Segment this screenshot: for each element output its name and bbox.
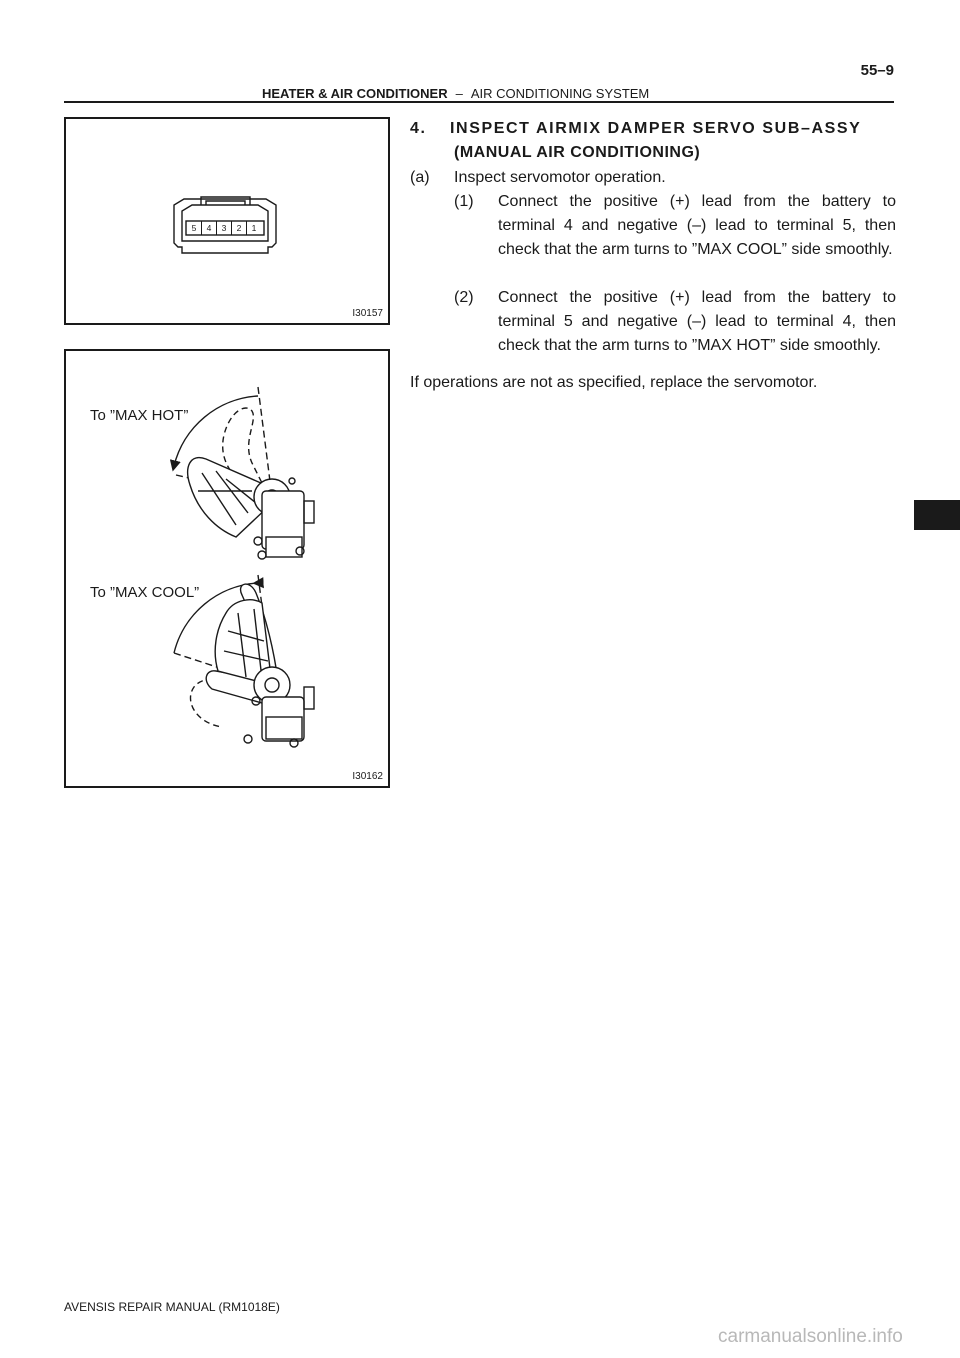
instruction-item-2 bbox=[454, 286, 896, 358]
footer-manual: AVENSIS REPAIR MANUAL (RM1018E) bbox=[64, 1300, 280, 1314]
terminal-label: 1 bbox=[251, 223, 257, 233]
step-number: 4. bbox=[410, 120, 427, 137]
servo-hot-illustration bbox=[174, 387, 314, 559]
page-number: 55–9 bbox=[860, 62, 894, 79]
watermark: carmanualsonline.info bbox=[718, 1326, 903, 1347]
step-title-line2: (MANUAL AIR CONDITIONING) bbox=[454, 144, 701, 161]
figure-code: I30162 bbox=[352, 771, 383, 782]
substep-marker: (a) bbox=[410, 169, 430, 186]
servo-figure bbox=[64, 349, 390, 788]
step-heading bbox=[410, 117, 896, 165]
result-note: If operations are not as specified, replace the servomotor. bbox=[410, 374, 818, 391]
terminal-label: 3 bbox=[221, 223, 227, 233]
terminal-label: 2 bbox=[236, 223, 242, 233]
label-max-hot: To ”MAX HOT” bbox=[90, 407, 189, 424]
label-max-cool: To ”MAX COOL” bbox=[90, 584, 200, 601]
item-marker: (2) bbox=[454, 289, 474, 306]
section-tab bbox=[914, 500, 960, 530]
substep-a bbox=[410, 166, 666, 190]
header-divider bbox=[64, 101, 894, 103]
header-section: HEATER & AIR CONDITIONER bbox=[262, 86, 448, 101]
item-text: Connect the positive (+) lead from the battery to terminal 4 and negative (–) lead to terminal 5, then check that the arm turns to ”MAX COOL” side smoothly. bbox=[498, 193, 896, 258]
substep-text: Inspect servomotor operation. bbox=[454, 169, 666, 186]
item-marker: (1) bbox=[454, 193, 474, 210]
header-subsection: AIR CONDITIONING SYSTEM bbox=[470, 86, 650, 101]
connector-illustration bbox=[66, 119, 388, 323]
step-title-line1: INSPECT AIRMIX DAMPER SERVO SUB–ASSY bbox=[450, 120, 862, 137]
connector-figure bbox=[64, 117, 390, 325]
header-separator: – bbox=[455, 86, 463, 101]
item-text: Connect the positive (+) lead from the battery to terminal 5 and negative (–) lead to terminal 4, then check that the arm turns to ”MAX HOT” side smoothly. bbox=[498, 289, 896, 354]
terminal-label: 4 bbox=[206, 223, 212, 233]
page-header bbox=[262, 86, 649, 101]
figure-code: I30157 bbox=[352, 308, 383, 319]
terminal-label: 5 bbox=[191, 223, 197, 233]
instruction-item-1 bbox=[454, 190, 896, 262]
